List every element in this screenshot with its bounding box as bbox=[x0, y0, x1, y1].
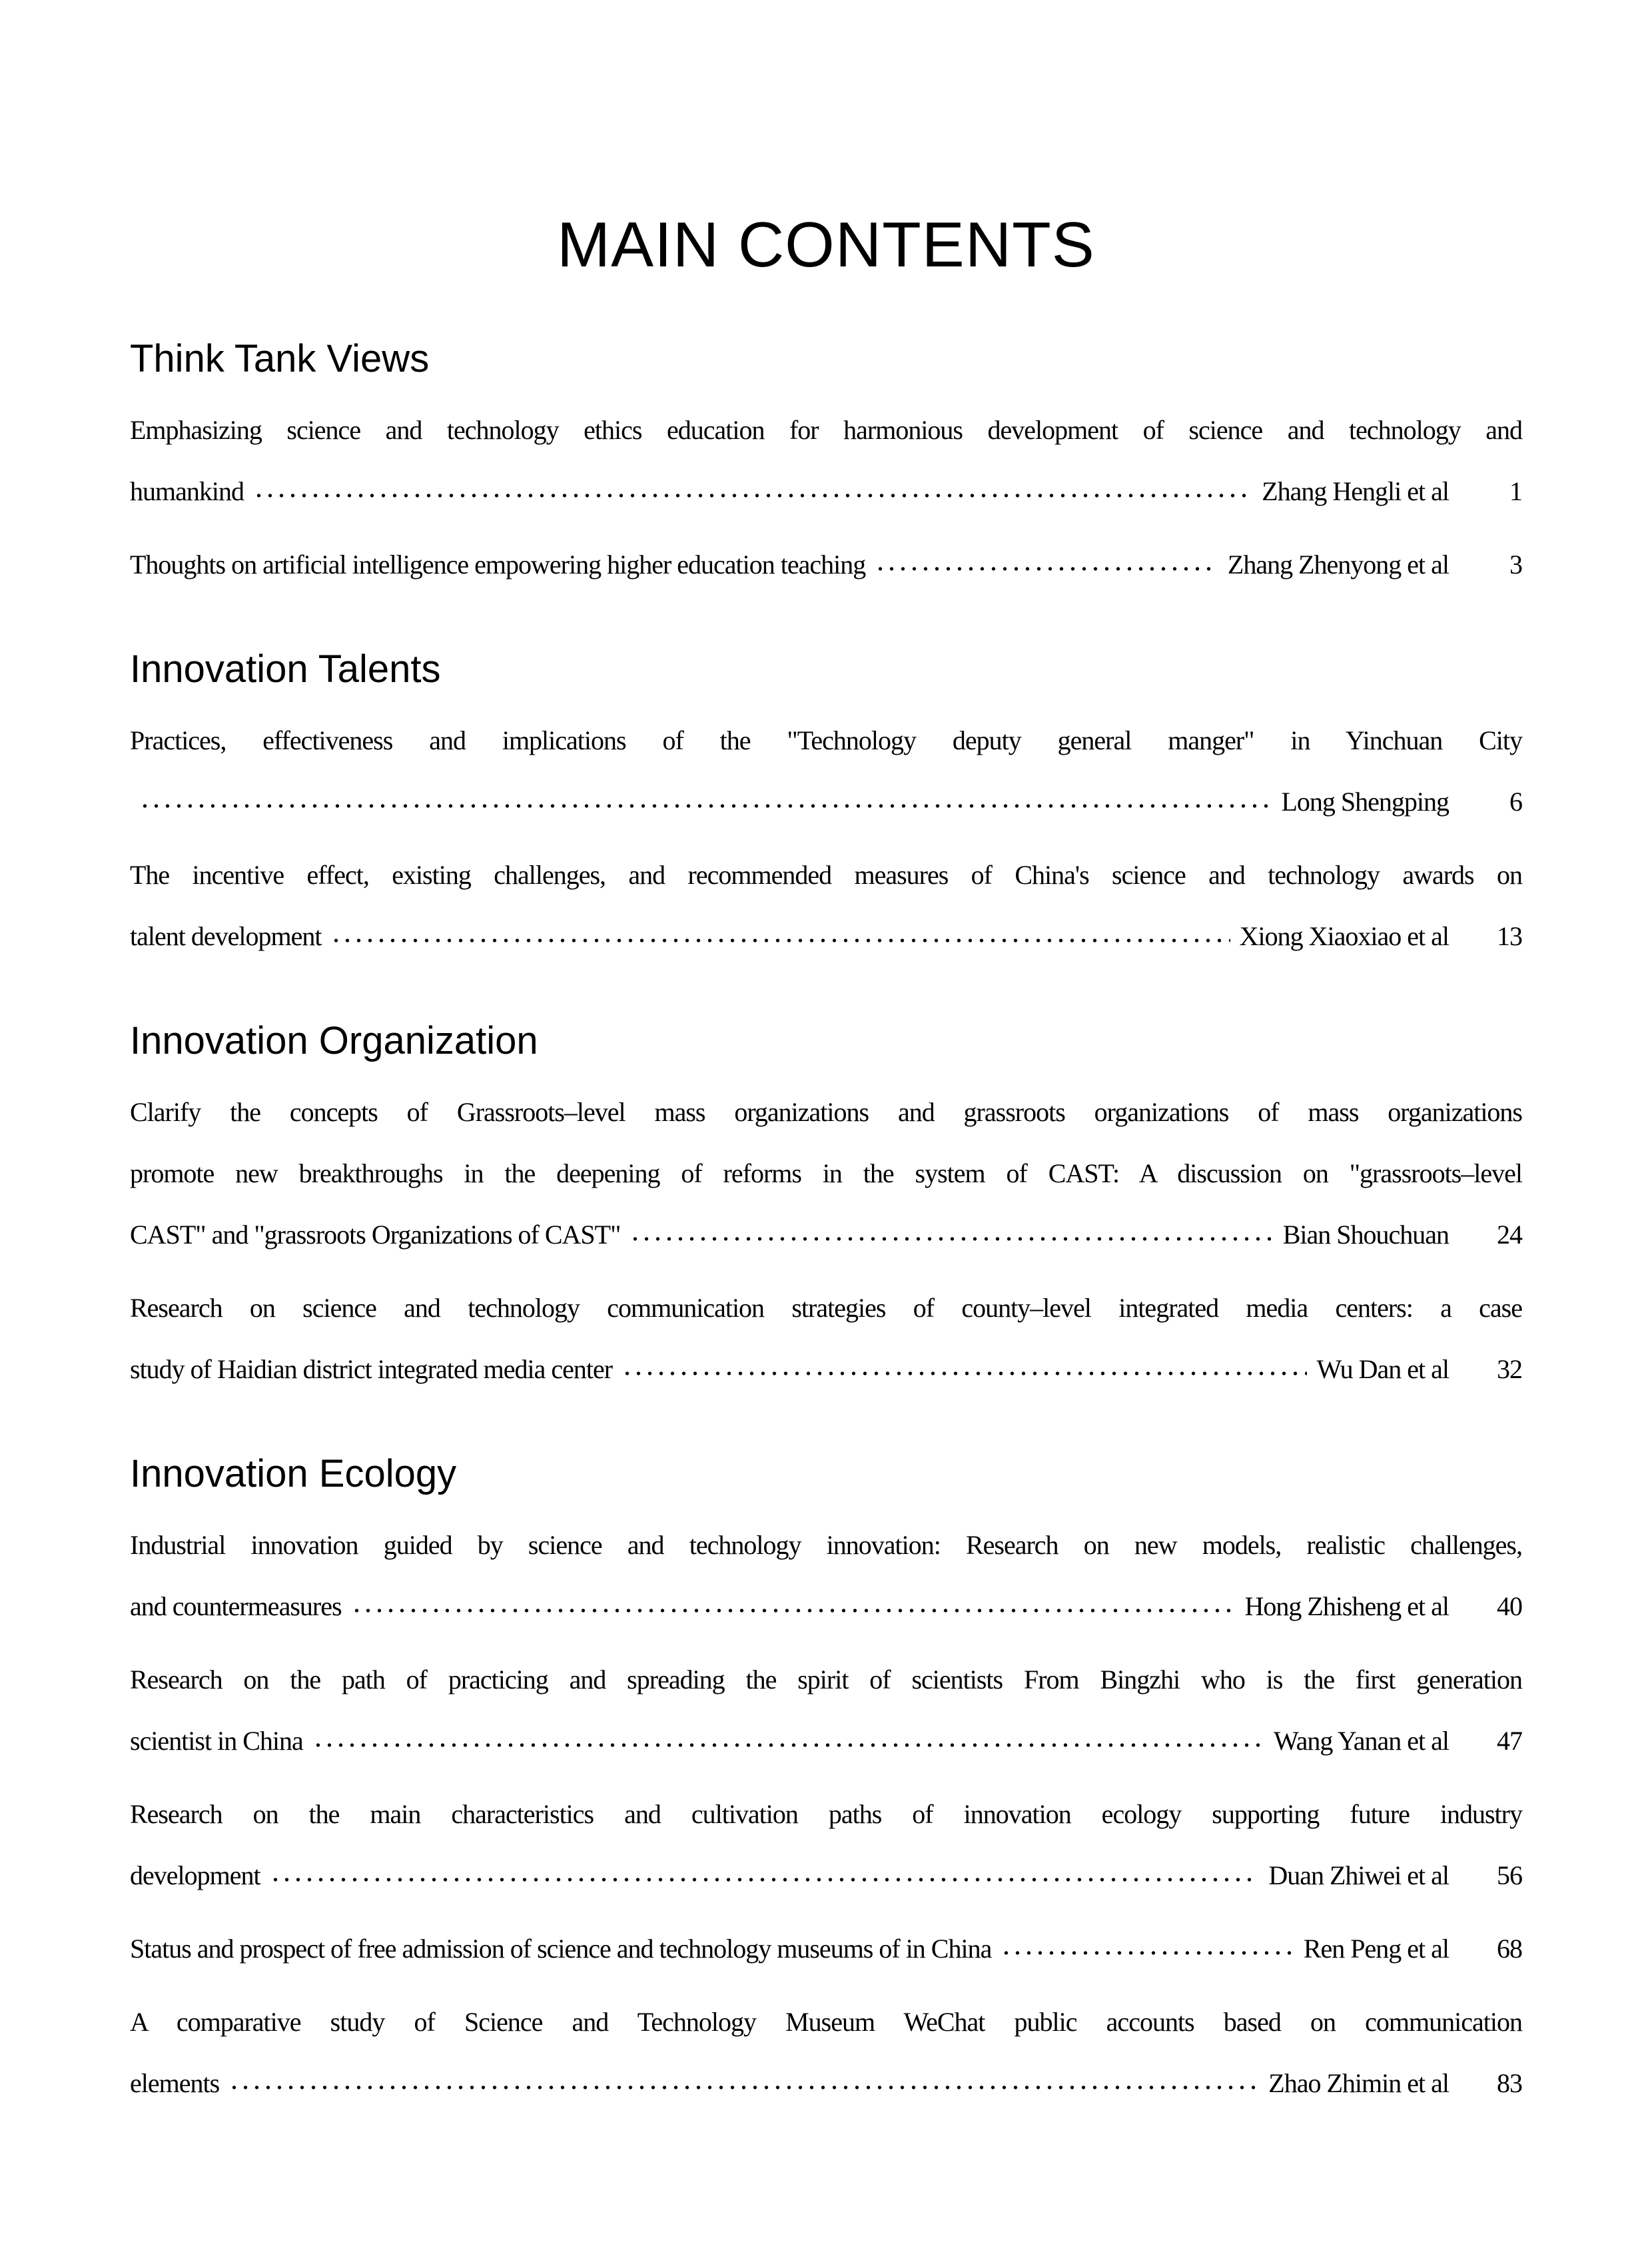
entry-line bbox=[130, 906, 1522, 967]
entry-page-number: 47 bbox=[1497, 1726, 1522, 1756]
entry-title-fragment: scientist in China bbox=[130, 1726, 303, 1756]
entry-title-fragment: Status and prospect of free admission of science and technology museums of in China bbox=[130, 1934, 992, 1964]
entry-title-fragment: study of Haidian district integrated media center bbox=[130, 1354, 613, 1384]
entry-title-fragment: talent development bbox=[130, 921, 322, 951]
entry-title-fragment: development bbox=[130, 1860, 260, 1890]
toc-section-innovation-talents bbox=[130, 649, 1522, 967]
section-heading: Innovation Ecology bbox=[130, 1452, 457, 1495]
toc-entry bbox=[130, 1784, 1522, 1906]
toc-section-innovation-organization bbox=[130, 1020, 1522, 1400]
entry-page-number: 1 bbox=[1509, 476, 1522, 506]
entry-page-number: 3 bbox=[1509, 550, 1522, 579]
entry-authors: Long Shengping bbox=[1281, 787, 1449, 817]
entry-line: Practices, effectiveness and implications of the "Technology deputy general manger" in Yinchuan City bbox=[130, 725, 1522, 755]
entry-line: The incentive effect, existing challenges, and recommended measures of China's science and technology awards on bbox=[130, 860, 1522, 890]
toc-entry bbox=[130, 1278, 1522, 1400]
toc-entry bbox=[130, 534, 1522, 595]
entry-authors: Ren Peng et al bbox=[1303, 1934, 1449, 1964]
entry-line bbox=[130, 1339, 1522, 1400]
dot-leader bbox=[351, 1606, 1236, 1615]
entry-line: Research on the main characteristics and cultivation paths of innovation ecology supporting future industry bbox=[130, 1799, 1522, 1829]
toc-entry bbox=[130, 1515, 1522, 1637]
dot-leader bbox=[875, 564, 1218, 573]
dot-leader bbox=[139, 801, 1272, 811]
toc-section-think-tank-views bbox=[130, 338, 1522, 595]
section-heading: Innovation Talents bbox=[130, 647, 441, 691]
dot-leader bbox=[629, 1234, 1273, 1244]
page-title: MAIN CONTENTS bbox=[557, 209, 1095, 280]
toc-entry bbox=[130, 1992, 1522, 2114]
entry-page-number: 68 bbox=[1497, 1934, 1522, 1964]
entry-line: promote new breakthroughs in the deepening of reforms in the system of CAST: A discussion on "grassroots–level bbox=[130, 1158, 1522, 1188]
entry-title-fragment: CAST" and "grassroots Organizations of CAST" bbox=[130, 1220, 621, 1250]
entry-authors: Hong Zhisheng et al bbox=[1244, 1591, 1449, 1621]
dot-leader bbox=[228, 2083, 1259, 2092]
entry-line bbox=[130, 1710, 1522, 1772]
dot-leader bbox=[621, 1369, 1307, 1378]
dot-leader bbox=[1001, 1948, 1294, 1958]
toc-entry bbox=[130, 400, 1522, 522]
entry-page-number: 13 bbox=[1497, 921, 1522, 951]
entry-authors: Zhao Zhimin et al bbox=[1268, 2068, 1449, 2098]
entry-line: Emphasizing science and technology ethics education for harmonious development of science and technology and bbox=[130, 415, 1522, 445]
entry-line: Research on the path of practicing and spreading the spirit of scientists From Bingzhi who is the first generation bbox=[130, 1665, 1522, 1694]
entry-authors: Zhang Zhenyong et al bbox=[1227, 550, 1449, 579]
entry-line bbox=[130, 1918, 1522, 1980]
entry-authors: Bian Shouchuan bbox=[1282, 1220, 1449, 1250]
entry-authors: Zhang Hengli et al bbox=[1262, 476, 1449, 506]
entry-page-number: 83 bbox=[1497, 2068, 1522, 2098]
entry-title-fragment: and countermeasures bbox=[130, 1591, 342, 1621]
entry-page-number: 32 bbox=[1497, 1354, 1522, 1384]
dot-leader bbox=[253, 491, 1252, 500]
entry-line bbox=[130, 534, 1522, 595]
toc-entry bbox=[130, 1649, 1522, 1772]
entry-line bbox=[130, 2053, 1522, 2114]
entry-title-fragment: elements bbox=[130, 2068, 220, 2098]
entry-line: A comparative study of Science and Technology Museum WeChat public accounts based on communication bbox=[130, 2007, 1522, 2037]
toc-entry bbox=[130, 1082, 1522, 1266]
section-heading: Think Tank Views bbox=[130, 337, 430, 380]
dot-leader bbox=[330, 936, 1230, 945]
toc-entry bbox=[130, 1918, 1522, 1980]
entry-page-number: 40 bbox=[1497, 1591, 1522, 1621]
entry-authors: Wu Dan et al bbox=[1316, 1354, 1449, 1384]
entry-line bbox=[130, 461, 1522, 522]
toc-entry bbox=[130, 710, 1522, 833]
entry-page-number: 24 bbox=[1497, 1220, 1522, 1250]
entry-line bbox=[130, 1845, 1522, 1906]
dot-leader bbox=[312, 1740, 1264, 1750]
entry-line: Clarify the concepts of Grassroots–level mass organizations and grassroots organizations of mass organizations bbox=[130, 1097, 1522, 1127]
entry-title-fragment: Thoughts on artificial intelligence empowering higher education teaching bbox=[130, 550, 866, 579]
dot-leader bbox=[270, 1875, 1260, 1884]
entry-authors: Xiong Xiaoxiao et al bbox=[1239, 921, 1449, 951]
entry-line bbox=[130, 771, 1522, 833]
entry-line: Research on science and technology communication strategies of county–level integrated media centers: a case bbox=[130, 1293, 1522, 1323]
entry-page-number: 6 bbox=[1509, 787, 1522, 817]
section-heading: Innovation Organization bbox=[130, 1019, 538, 1062]
entry-line: Industrial innovation guided by science and technology innovation: Research on new models, realistic challenges, bbox=[130, 1530, 1522, 1560]
entry-line bbox=[130, 1204, 1522, 1266]
entry-page-number: 56 bbox=[1497, 1860, 1522, 1890]
toc-entry bbox=[130, 845, 1522, 967]
entry-authors: Wang Yanan et al bbox=[1274, 1726, 1449, 1756]
entry-authors: Duan Zhiwei et al bbox=[1268, 1860, 1449, 1890]
entry-line bbox=[130, 1576, 1522, 1637]
toc-section-innovation-ecology bbox=[130, 1453, 1522, 2114]
entry-title-fragment: humankind bbox=[130, 476, 244, 506]
